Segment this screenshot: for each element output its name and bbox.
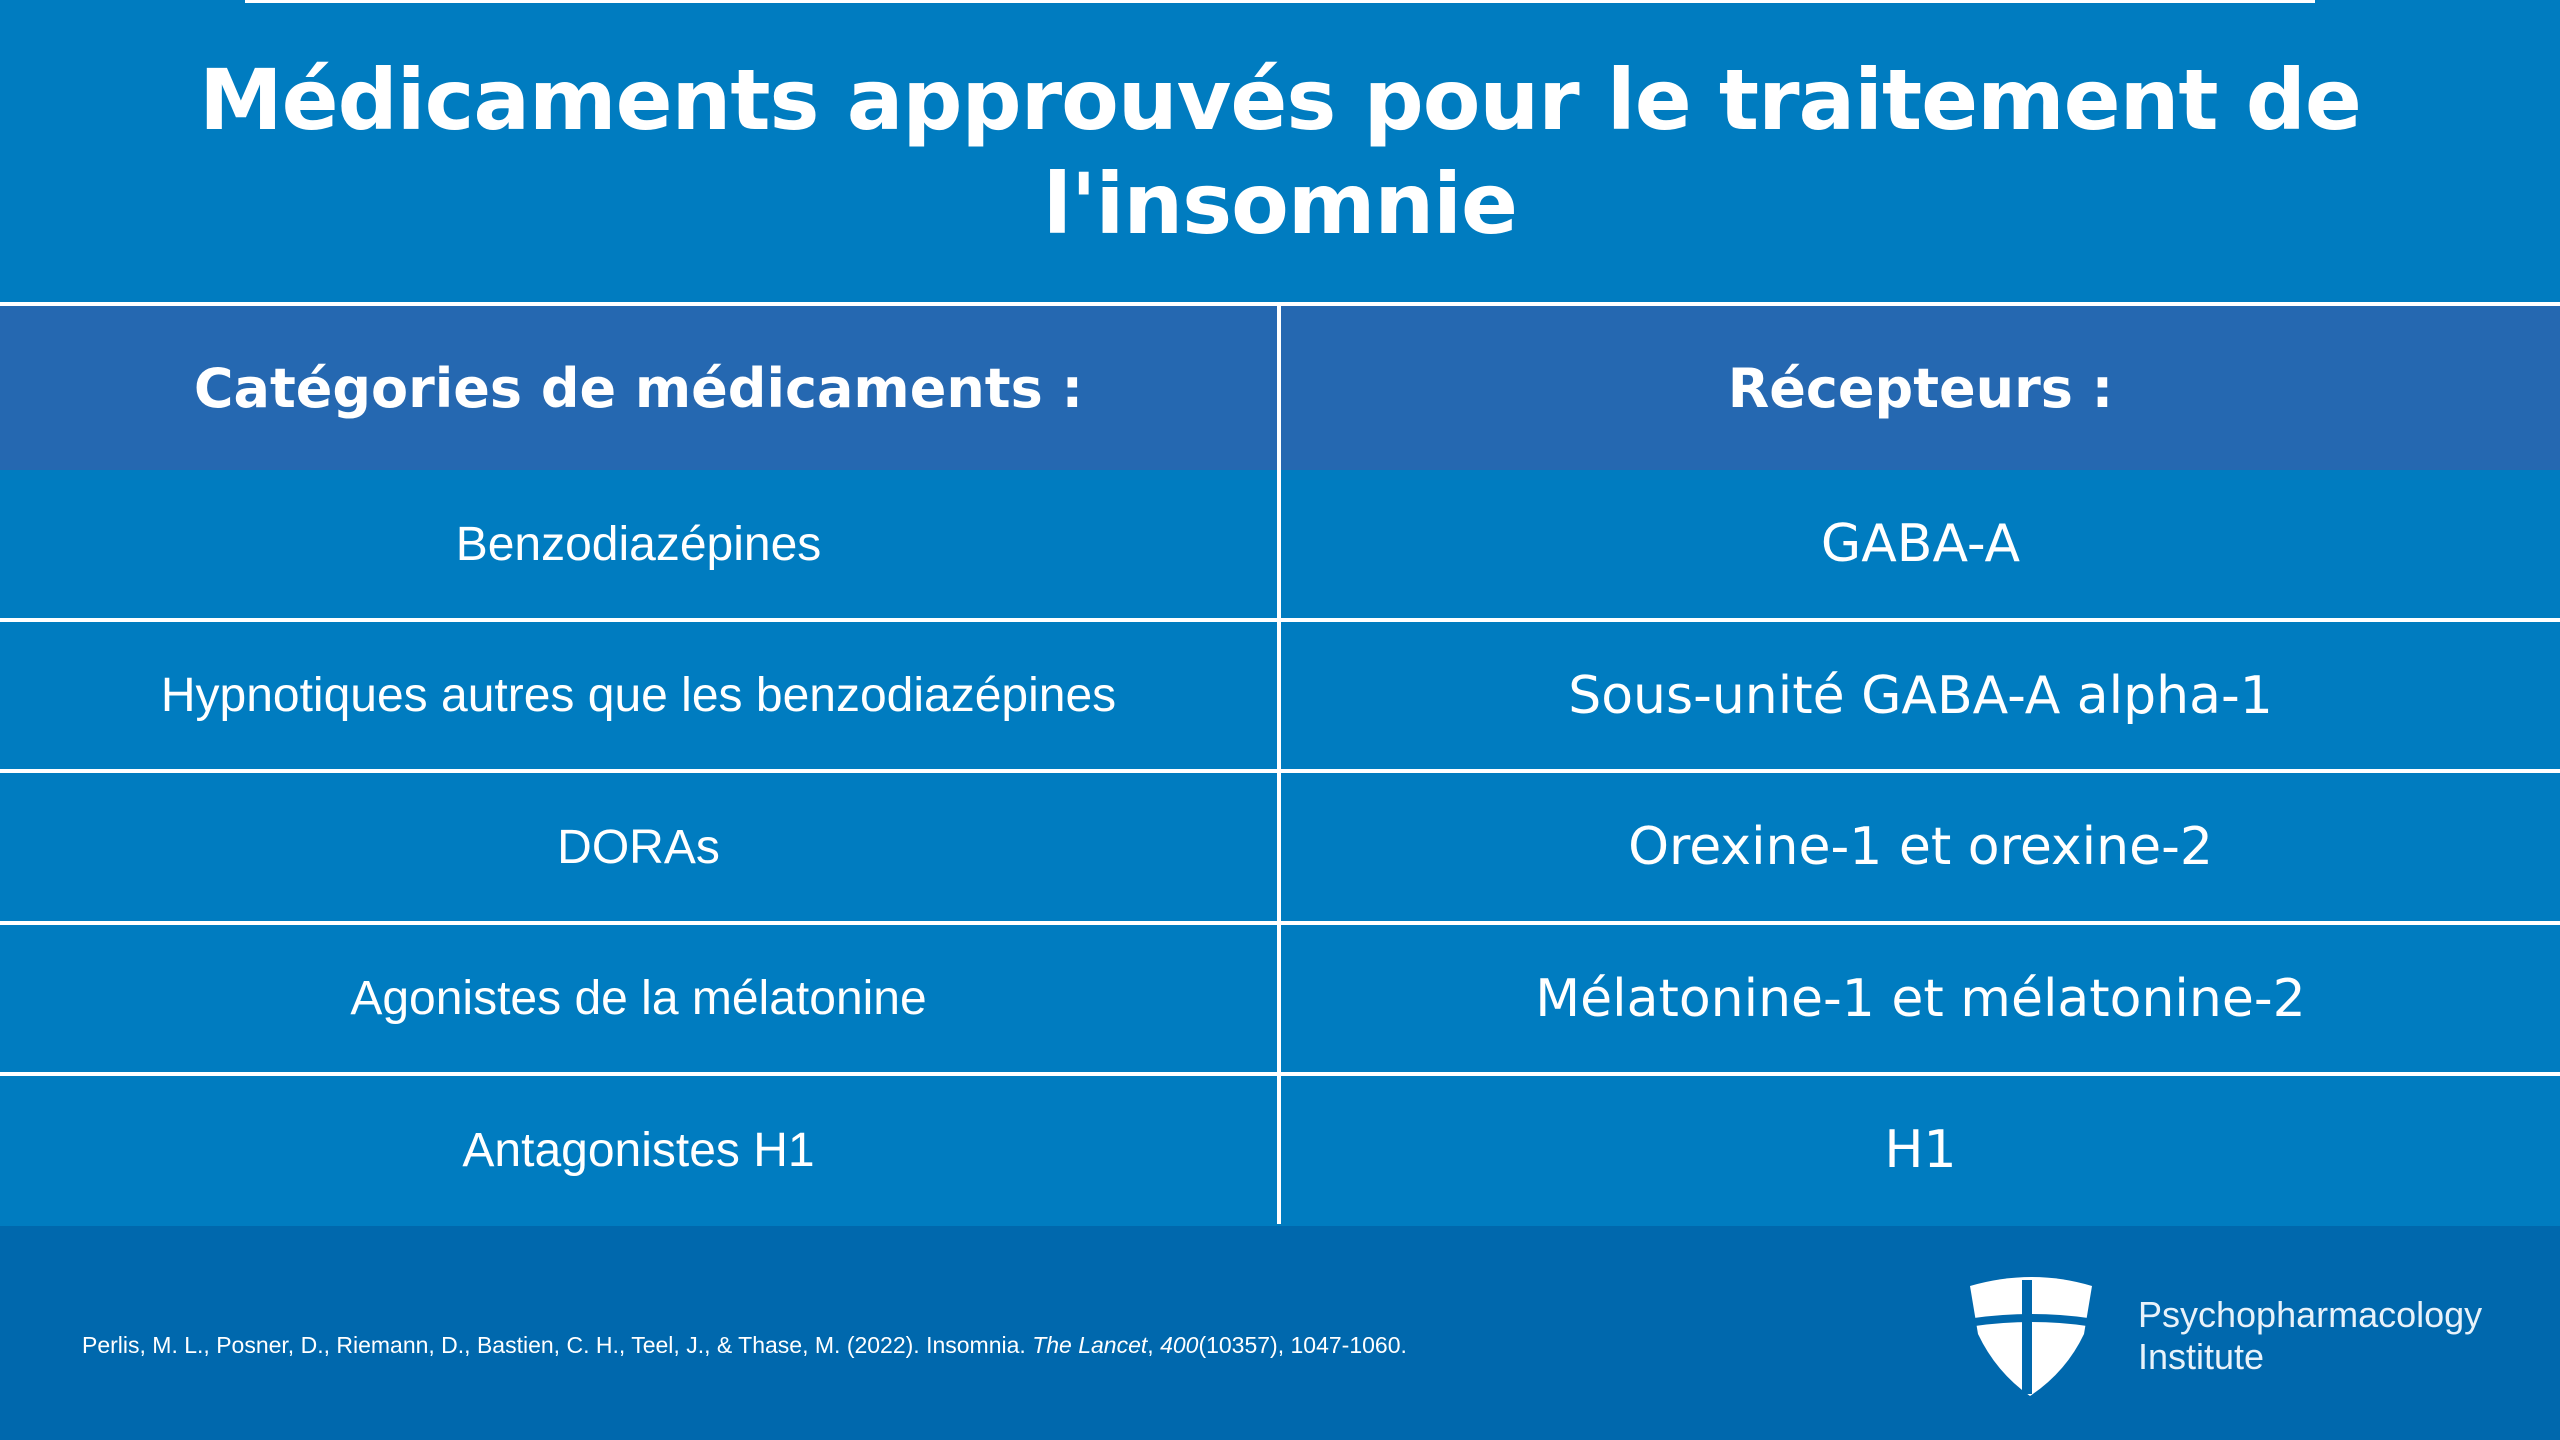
page-title: Médicaments approuvés pour le traitement de l'insomnie (199, 51, 2361, 253)
table-cell-category: Benzodiazépines (455, 517, 822, 571)
table-cell-receptor: H1 (1884, 1120, 1957, 1180)
citation-pages: (10357), 1047-1060. (1198, 1332, 1407, 1358)
citation-journal: The Lancet (1032, 1332, 1148, 1358)
table-cell-receptor: Sous-unité GABA-A alpha-1 (1568, 665, 2273, 726)
table-cell-category: Agonistes de la mélatonine (350, 972, 927, 1025)
citation-volume: 400 (1160, 1332, 1199, 1358)
table-column-divider (1277, 302, 1281, 1224)
table-cell-category: Hypnotiques autres que les benzodiazépines (160, 669, 1117, 722)
citation-text: Perlis, M. L., Posner, D., Riemann, D., Bastien, C. H., Teel, J., & Thase, M. (2022). Insomnia. (82, 1332, 1033, 1358)
table-cell-receptor: GABA-A (1820, 514, 2021, 574)
brand-name-line1: Psychopharmacology (2138, 1294, 2483, 1335)
table-cell-category: DORAs (557, 820, 720, 874)
citation (82, 1332, 1407, 1359)
citation-separator: , (1147, 1332, 1161, 1358)
table-cell-receptor: Mélatonine-1 et mélatonine-2 (1535, 968, 2306, 1029)
brand-logo (2138, 1294, 2482, 1378)
brand-name-line2: Institute (2138, 1336, 2265, 1377)
table-cell-category: Antagonistes H1 (462, 1123, 815, 1177)
table-cell-receptor: Orexine-1 et orexine-2 (1628, 817, 2213, 877)
shield-cross-icon (1966, 1272, 2096, 1398)
header-drug-categories: Catégories de médicaments : (193, 356, 1084, 420)
top-rule (245, 0, 2315, 3)
header-receptors: Récepteurs : (1727, 356, 2114, 420)
drug-table (0, 302, 2560, 1226)
